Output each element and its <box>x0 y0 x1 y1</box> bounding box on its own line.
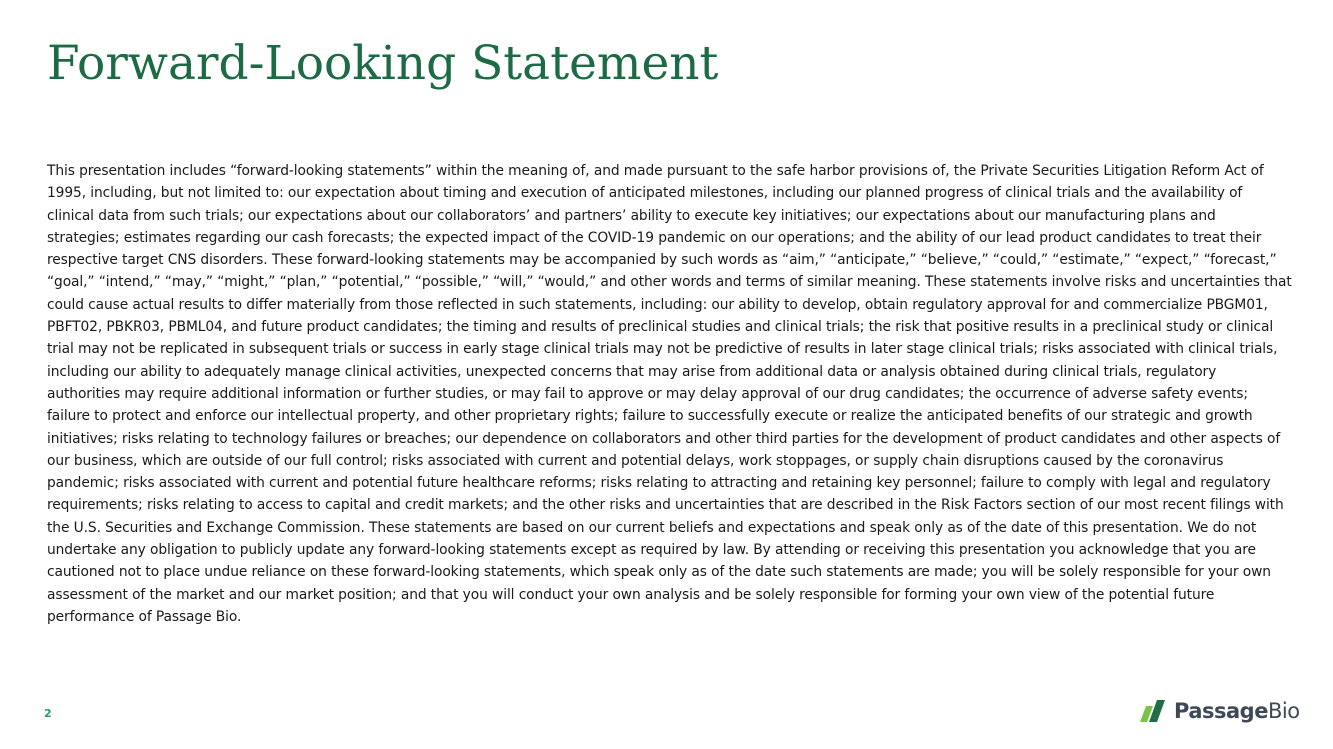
body-paragraph: This presentation includes “forward-looking statements” within the meaning of, and made pursuant to the safe harbor provisions of, the Private Securities Litigation Reform Act of 1995, including, but not limited to: our expectation about timing and execution of anticipated milestones, including our planned progress of clinical trials and the availability of clinical data from such trials; our expectations about our collaborators’ and partners’ ability to execute key initiatives; our expectations about our manufacturing plans and strategies; estimates regarding our cash forecasts; the expected impact of the COVID-19 pandemic on our operations; and the ability of our lead product candidates to treat their respective target CNS disorders. These forward-looking statements may be accompanied by such words as “aim,” “anticipate,” “believe,” “could,” “estimate,” “expect,” “forecast,” “goal,” “intend,” “may,” “might,” “plan,” “potential,” “possible,” “will,” “would,” and other words and terms of similar meaning. These statements involve risks and uncertainties that could cause actual results to differ materially from those reflected in such statements, including: our ability to develop, obtain regulatory approval for and commercialize PBGM01, PBFT02, PBKR03, PBML04, and future product candidates; the timing and results of preclinical studies and clinical trials; the risk that positive results in a preclinical study or clinical trial may not be replicated in subsequent trials or success in early stage clinical trials may not be predictive of results in later stage clinical trials; risks associated with clinical trials, including our ability to adequately manage clinical activities, unexpected concerns that may arise from additional data or analysis obtained during clinical trials, regulatory authorities may require additional information or further studies, or may fail to approve or may delay approval of our drug candidates; the occurrence of adverse safety events; failure to protect and enforce our intellectual property, and other proprietary rights; failure to successfully execute or realize the anticipated benefits of our strategic and growth initiatives; risks relating to technology failures or breaches; our dependence on collaborators and other third parties for the development of product candidates and other aspects of our business, which are outside of our full control; risks associated with current and potential delays, work stoppages, or supply chain disruptions caused by the coronavirus pandemic; risks associated with current and potential future healthcare reforms; risks relating to attracting and retaining key personnel; failure to comply with legal and regulatory requirements; risks relating to access to capital and credit markets; and the other risks and uncertainties that are described in the Risk Factors section of our most recent filings with the U.S. Securities and Exchange Commission. These statements are based on our current beliefs and expectations and speak only as of the date of this presentation. We do not undertake any obligation to publicly update any forward-looking statements except as required by law. By attending or receiving this presentation you acknowledge that you are cautioned not to place undue reliance on these forward-looking statements, which speak only as of the date such statements are made; you will be solely responsible for your own assessment of the market and our market position; and that you will conduct your own analysis and be solely responsible for forming your own view of the potential future performance of Passage Bio. <box>47 163 1292 625</box>
logo-word-bio: Bio <box>1267 699 1300 723</box>
passage-bio-logo <box>1138 697 1300 725</box>
page-title: Forward-Looking Statement <box>47 36 719 91</box>
page-number: 2 <box>44 707 52 720</box>
logo-wordmark <box>1174 699 1300 723</box>
logo-word-passage: Passage <box>1174 699 1268 723</box>
passage-bio-logo-mark-icon <box>1138 698 1170 724</box>
